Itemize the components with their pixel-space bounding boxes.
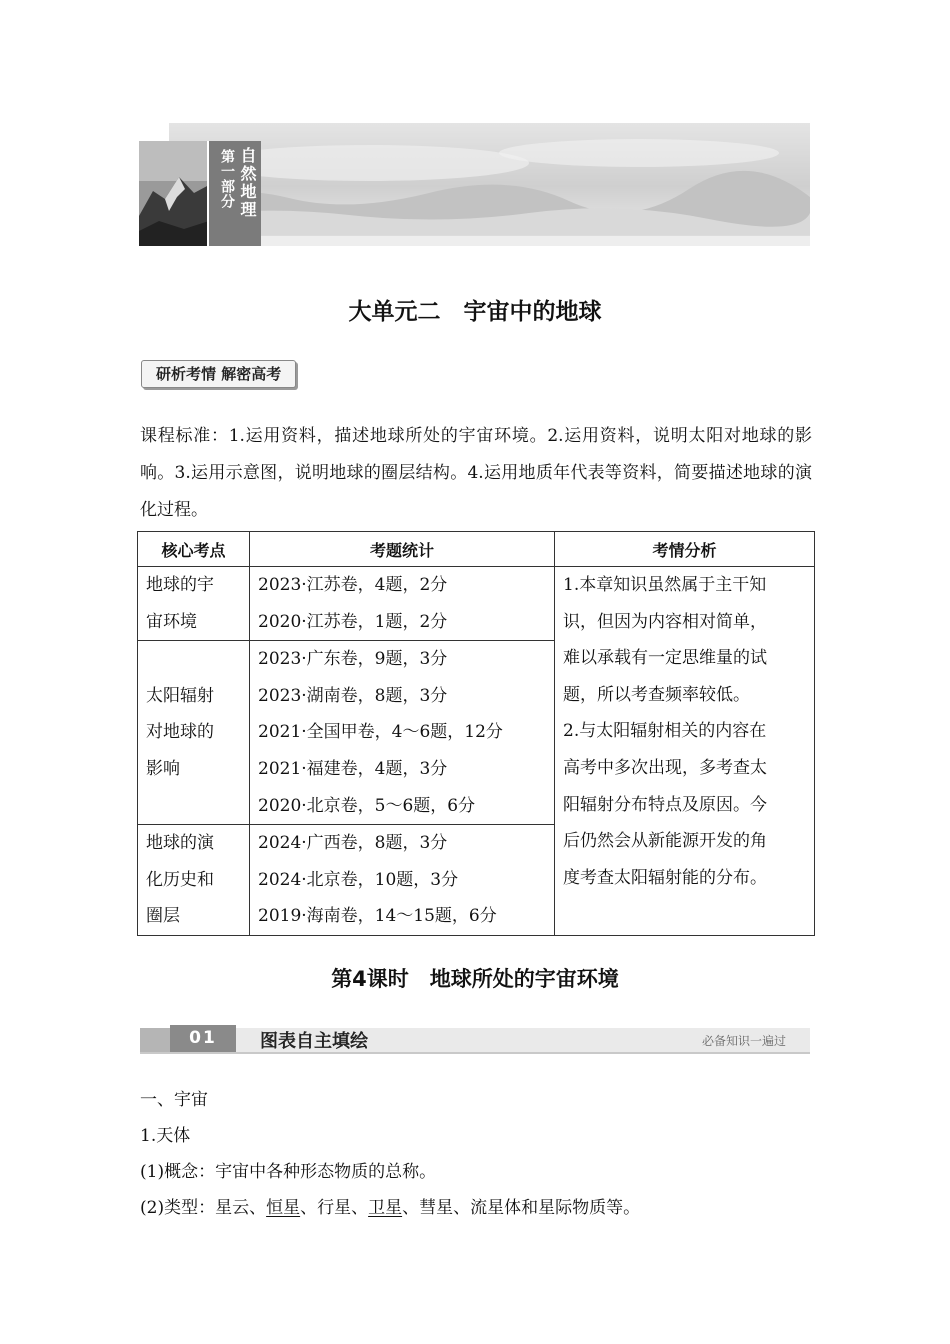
- types-prefix: (2)类型：星云、: [140, 1198, 267, 1218]
- stat-item: 2019·海南卷，14～15题，6分: [258, 906, 497, 927]
- types-mid: 、行星、: [300, 1198, 369, 1218]
- stats-cell: [250, 567, 555, 641]
- banner-landscape-image: [169, 123, 810, 238]
- heading-universe: 一、宇宙: [140, 1090, 208, 1110]
- core-text: 地球的演: [146, 833, 214, 854]
- analysis-line: 识，但因为内容相对简单，: [563, 611, 767, 632]
- analysis-line: 高考中多次出现，多考查太: [563, 757, 767, 778]
- table-row: [138, 567, 815, 641]
- header-analysis: 考情分析: [555, 532, 815, 567]
- section-label: 图表自主填绘: [260, 1031, 368, 1052]
- stat-item: 2023·广东卷，9题，3分: [258, 649, 448, 670]
- chapter-banner: [139, 123, 810, 247]
- stat-item: 2021·全国甲卷，4～6题，12分: [258, 722, 503, 743]
- mountain-image: [139, 141, 209, 246]
- part-label-box: [207, 141, 261, 246]
- core-text: 太阳辐射: [146, 685, 214, 706]
- core-text: 宙环境: [146, 611, 197, 632]
- header-core: 核心考点: [138, 532, 250, 567]
- stat-item: 2021·福建卷，4题，3分: [258, 758, 448, 779]
- stat-item: 2024·广西卷，8题，3分: [258, 833, 448, 854]
- stat-item: 2023·湖南卷，8题，3分: [258, 685, 448, 706]
- stats-cell: [250, 641, 555, 825]
- core-point-cell: [138, 567, 250, 641]
- types-line: [140, 1193, 640, 1218]
- stats-cell: [250, 825, 555, 936]
- lesson-title: 第4课时 地球所处的宇宙环境: [331, 967, 619, 991]
- header-stats: 考题统计: [250, 532, 555, 567]
- core-point-cell: [138, 825, 250, 936]
- core-point-cell: [138, 641, 250, 825]
- section-left-cap: [140, 1028, 170, 1052]
- analysis-tag: 研析考情 解密高考: [141, 360, 296, 388]
- part-number: 第一部分: [219, 149, 235, 209]
- stat-item: 2020·江苏卷，1题，2分: [258, 611, 448, 632]
- unit-title: 大单元二 宇宙中的地球: [348, 299, 602, 325]
- table-header-row: [138, 532, 815, 567]
- analysis-line: 2.与太阳辐射相关的内容在: [563, 721, 767, 742]
- core-text: 对地球的: [146, 722, 214, 743]
- core-text: 圈层: [146, 906, 180, 927]
- core-text: 地球的宇: [146, 575, 214, 595]
- analysis-line: 难以承载有一定思维量的试: [563, 648, 767, 669]
- blank-answer: 恒星: [266, 1198, 301, 1218]
- stat-item: 2023·江苏卷，4题，2分: [258, 575, 448, 595]
- section-number: 01: [170, 1025, 236, 1052]
- blank-answer: 卫星: [368, 1198, 403, 1218]
- exam-statistics-table: [137, 531, 815, 936]
- curriculum-standard: 课程标准：1.运用资料，描述地球所处的宇宙环境。2.运用资料，说明太阳对地球的影响。3.运用示意图，说明地球的圈层结构。4.运用地质年代表等资料，简要描述地球的演化过程。: [140, 426, 812, 520]
- core-text: 化历史和: [146, 869, 214, 890]
- analysis-line: 1.本章知识虽然属于主干知: [563, 575, 767, 595]
- core-text: 影响: [146, 758, 180, 779]
- stat-item: 2020·北京卷，5～6题，6分: [258, 795, 476, 816]
- part-name: 自然地理: [238, 147, 257, 219]
- section-header-bar: [140, 1022, 810, 1056]
- heading-celestial-body: 1.天体: [140, 1126, 191, 1146]
- analysis-line: 度考查太阳辐射能的分布。: [563, 867, 767, 888]
- types-suffix: 、彗星、流星体和星际物质等。: [402, 1198, 641, 1218]
- section-subtitle: 必备知识一遍过: [701, 1034, 786, 1048]
- analysis-line: 题，所以考查频率较低。: [563, 684, 750, 705]
- stat-item: 2024·北京卷，10题，3分: [258, 869, 459, 890]
- analysis-cell: [555, 567, 815, 936]
- analysis-line: 后仍然会从新能源开发的角: [563, 831, 767, 852]
- concept-line: (1)概念：宇宙中各种形态物质的总称。: [140, 1162, 437, 1182]
- analysis-line: 阳辐射分布特点及原因。今: [563, 794, 767, 815]
